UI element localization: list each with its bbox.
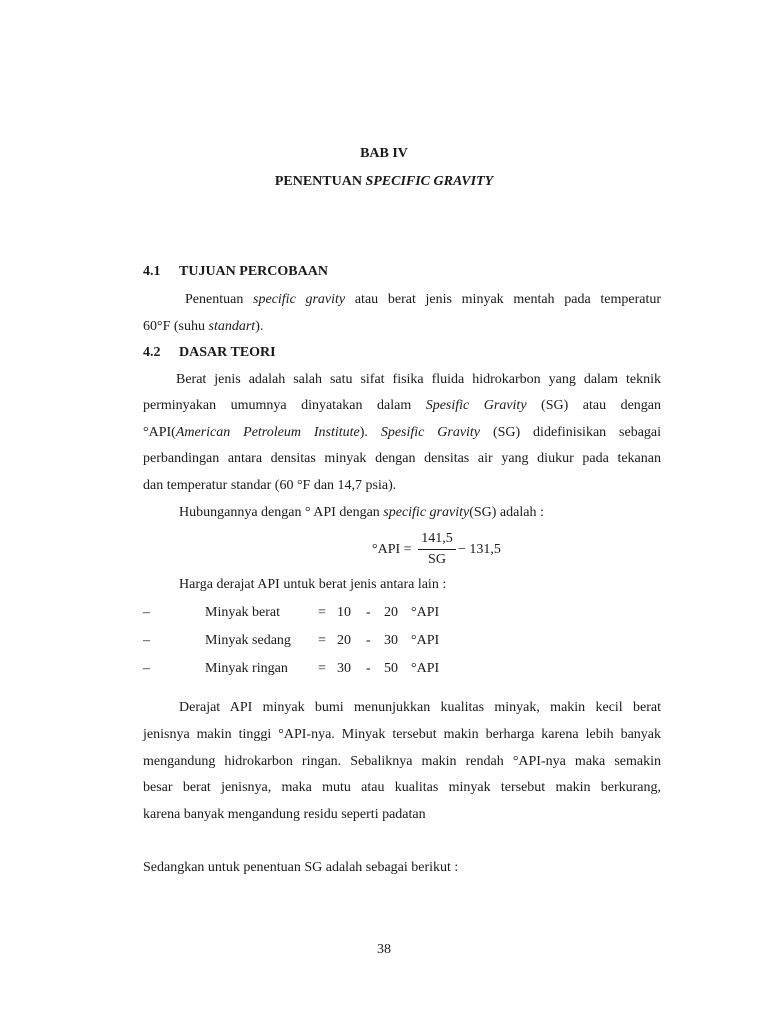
- formula-lhs: °API =: [372, 542, 412, 557]
- relation-line: Hubungannya dengan ° API dengan specific gravity(SG) adalah :: [179, 505, 544, 520]
- list-item-from: 30: [337, 661, 351, 676]
- tujuan-line-2: 60°F (suhu standart).: [143, 319, 264, 334]
- list-bullet: –: [143, 605, 150, 620]
- derajat-line-5: karena banyak mengandung residu seperti padatan: [143, 807, 426, 822]
- list-item-dash: -: [366, 605, 371, 620]
- list-item-from: 20: [337, 633, 351, 648]
- chapter-title-italic: SPECIFIC GRAVITY: [365, 174, 494, 189]
- chapter-title-plain: PENENTUAN: [274, 174, 362, 189]
- sg-intro: Sedangkan untuk penentuan SG adalah sebagai berikut :: [143, 860, 459, 875]
- list-item-unit: °API: [411, 605, 440, 620]
- list-item-to: 20: [384, 605, 398, 620]
- list-bullet: –: [143, 633, 150, 648]
- list-item-to: 50: [384, 661, 398, 676]
- list-item-unit: °API: [411, 661, 440, 676]
- list-bullet: –: [143, 661, 150, 676]
- teori-line-4: perbandingan antara densitas minyak dengan densitas air yang diukur pada tekanan: [143, 451, 661, 466]
- teori-line-3: °API(American Petroleum Institute). Spesific Gravity (SG) didefinisikan sebagai: [143, 425, 662, 440]
- section-title-4-1: TUJUAN PERCOBAAN: [179, 264, 328, 279]
- section-number-4-2: 4.2: [143, 345, 161, 360]
- formula-numerator: 141,5: [421, 531, 453, 546]
- tujuan-line-1: Penentuan specific gravity atau berat jenis minyak mentah pada temperatur: [185, 292, 662, 307]
- page-number: 38: [377, 942, 391, 957]
- section-title-4-2: DASAR TEORI: [179, 345, 276, 360]
- list-intro: Harga derajat API untuk berat jenis antara lain :: [179, 577, 447, 592]
- list-item-eq: =: [318, 633, 326, 648]
- derajat-line-4: besar berat jenisnya, maka mutu atau kualitas minyak tersebut makin berkurang,: [143, 780, 661, 795]
- list-item-to: 30: [384, 633, 398, 648]
- list-item-dash: -: [366, 661, 371, 676]
- list-item-eq: =: [318, 605, 326, 620]
- formula-rhs: − 131,5: [458, 542, 501, 557]
- derajat-line-2: jenisnya makin tinggi °API-nya. Minyak tersebut makin berharga karena lebih banyak: [143, 727, 661, 742]
- list-item-name: Minyak ringan: [205, 661, 288, 676]
- formula-fraction: [418, 532, 456, 567]
- derajat-line-3: mengandung hidrokarbon ringan. Sebaliknya makin rendah °API-nya maka semakin: [143, 754, 661, 769]
- formula-denominator: SG: [428, 552, 446, 567]
- chapter-label: BAB IV: [360, 146, 408, 161]
- derajat-line-1: Derajat API minyak bumi menunjukkan kualitas minyak, makin kecil berat: [179, 700, 661, 715]
- list-item-name: Minyak sedang: [205, 633, 291, 648]
- teori-line-1: Berat jenis adalah salah satu sifat fisika fluida hidrokarbon yang dalam teknik: [176, 372, 661, 387]
- list-item-dash: -: [366, 633, 371, 648]
- section-number-4-1: 4.1: [143, 264, 161, 279]
- list-item-eq: =: [318, 661, 326, 676]
- list-item-unit: °API: [411, 633, 440, 648]
- teori-line-5: dan temperatur standar (60 °F dan 14,7 psia).: [143, 478, 397, 493]
- list-item-name: Minyak berat: [205, 605, 281, 620]
- chapter-title: [0, 175, 768, 189]
- teori-line-2: perminyakan umumnya dinyatakan dalam Spesific Gravity (SG) atau dengan: [143, 398, 661, 413]
- list-item-from: 10: [337, 605, 351, 620]
